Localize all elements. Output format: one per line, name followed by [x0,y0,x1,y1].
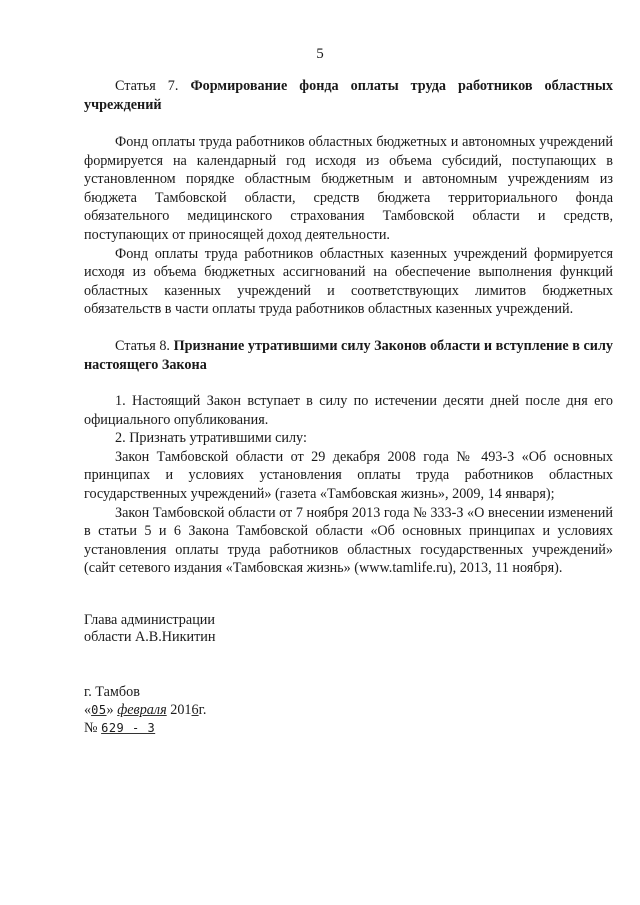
signature-block [84,612,215,646]
article-8-paragraph-2: 2. Признать утратившими силу: [115,430,307,447]
date-open-quote: « [84,702,92,718]
article-8-title: Признание утратившими силу Законов области и вступление в силу настоящего Закона [84,338,614,373]
article-7-prefix: Статья 7. [115,78,179,94]
date-day: 05 [91,703,107,717]
article-8-heading [84,337,613,374]
city-label: г. Тамбов [84,684,140,700]
date-suffix: г. [198,702,207,718]
article-7-body [84,133,613,319]
article-8 [84,337,613,374]
article-8-paragraph-1: 1. Настоящий Закон вступает в силу по истечении десяти дней после дня его официального опубликования. [84,393,613,428]
number-value: 629 - З [101,721,156,735]
document-date [84,701,206,719]
number-label: № [84,720,98,736]
article-7 [84,77,613,114]
article-7-heading [84,77,613,114]
article-7-title: Формирование фонда оплаты труда работников областных учреждений [84,78,614,113]
date-close-quote: » [106,702,118,718]
signature-name: области А.В.Никитин [84,629,216,645]
document-footer [84,683,206,737]
document-number [84,719,206,737]
signature-title: Глава администрации [84,612,215,628]
date-month: февраля [117,702,167,718]
page-number: 5 [316,46,324,62]
article-8-paragraph-4: Закон Тамбовской области от 7 ноября 2013 года № 333-З «О внесении изменений в статьи 5 и 6 Закона Тамбовской области «Об основных принципах и условиях установления оплаты труда работников областных государственных учреждений» (сайт сетевого издания «Тамбовская жизнь» (www.tamlife.ru), 2013, 11 ноября). [84,504,613,577]
date-year-prefix: 201 [166,702,192,718]
article-8-paragraph-3: Закон Тамбовской области от 29 декабря 2008 года № 493-З «Об основных принципах и условиях установления оплаты труда работников областных государственных учреждений» (газета «Тамбовская жизнь», 2009, 14 января); [84,448,613,502]
article-7-paragraph-2: Фонд оплаты труда работников областных казенных учреждений формируется исходя из объема бюджетных ассигнований на обеспечение выполнения функций областных казенных учреждений и соответствующих лимитов бюджетных обязательств в части оплаты труда работников областных казенных учреждений. [84,245,613,318]
article-8-prefix: Статья 8. [115,338,170,354]
date-year-digit: 6 [191,702,199,718]
article-8-body [84,392,613,578]
article-7-paragraph-1: Фонд оплаты труда работников областных бюджетных и автономных учреждений формируется на календарный год исходя из объема субсидий, поступающих в установленном порядке областным бюджетным и автономным учреждениям из бюджета Тамбовской области, средств бюджета территориального фонда обязательного медицинского страхования Тамбовской области и средств, поступающих от приносящей доход деятельности. [84,134,613,243]
